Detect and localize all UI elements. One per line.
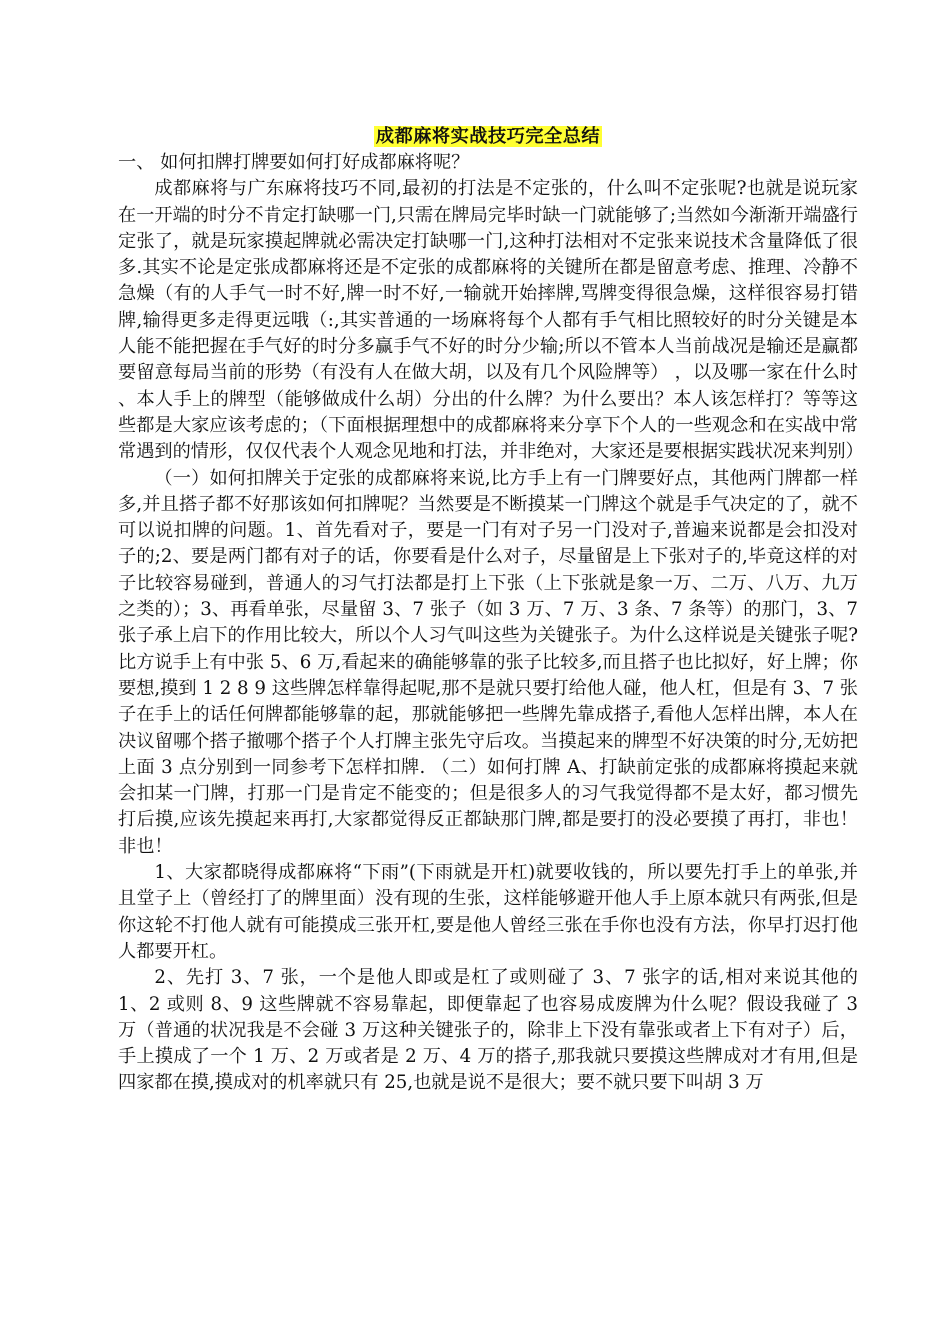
title-line: [118, 124, 858, 150]
paragraph-point-1: 1、大家都晓得成都麻将“下雨”(下雨就是开杠)就要收钱的，所以要先打手上的单张,并且堂子上（曾经打了的牌里面）没有现的生张，这样能够避开他人手上原本就只有两张,但是你这轮不打他人就有可能摸成三张开杠,要是他人曾经三张在手你也没有方法，你早打迟打他人都要开杠。: [118, 862, 858, 962]
document-title: 成都麻将实战技巧完全总结: [375, 126, 601, 147]
paragraph-point-2: 2、先打 3、7 张，一个是他人即或是杠了或则碰了 3、7 张字的话,相对来说其他的 1、2 或则 8、9 这些牌就不容易靠起，即便靠起了也容易成废牌为什么呢？假设我碰了 3 万（普通的状况我是不会碰 3 万这种关键张子的，除非上下没有靠张或者上下有对子）后，手上摸成了一个 1 万、2 万或者是 2 万、4 万的搭子,那我就只要摸这些牌成对才有用,但是四家都在摸,摸成对的机率就只有 25,也就是说不是很大；要不就只要下叫胡 3 万: [118, 967, 858, 1094]
paragraph-intro: 成都麻将与广东麻将技巧不同,最初的打法是不定张的，什么叫不定张呢?也就是说玩家在一开端的时分不肯定打缺哪一门,只需在牌局完毕时缺一门就能够了;当然如今渐渐开端盛行定张了，就是玩家摸起牌就必需决定打缺哪一门,这种打法相对不定张来说技术含量降低了很多.其实不论是定张成都麻将还是不定张的成都麻将的关键所在都是留意考虑、推理、冷静不急燥（有的人手气一时不好,牌一时不好,一输就开始摔牌,骂牌变得很急燥，这样很容易打错牌,输得更多走得更远哦（:,其实普通的一场麻将每个人都有手气相比照较好的时分关键是本人能不能把握在手气好的时分多赢手气不好的时分少输;所以不管本人当前战况是输还是赢都要留意每局当前的形势（有没有人在做大胡，以及有几个风险牌等） ，以及哪一家在什么时 、本人手上的牌型（能够做成什么胡）分出的什么牌？为什么要出？本人该怎样打？等等这些都是大家应该考虑的；（下面根据理想中的成都麻将来分享下个人的一些观念和在实战中常常遇到的情形，仅仅代表个人观念见地和打法，并非绝对，大家还是要根据实践状况来判别）: [118, 178, 864, 463]
section-heading: 一、 如何扣牌打牌要如何打好成都麻将呢？: [118, 152, 470, 173]
document-page: [118, 124, 864, 1097]
paragraph-kou-pai: （一）如何扣牌关于定张的成都麻将来说,比方手上有一门牌要好点，其他两门牌都一样多,并且搭子都不好那该如何扣牌呢？当然要是不断摸某一门牌这个就是手气决定的了，就不可以说扣牌的问题。1、首先看对子，要是一门有对子另一门没对子,普遍来说都是会扣没对子的;2、要是两门都有对子的话，你要看是什么对子，尽量留是上下张对子的,毕竟这样的对子比较容易碰到，普通人的习气打法都是打上下张（上下张就是象一万、二万、八万、九万之类的）；3、再看单张，尽量留 3、7 张子（如 3 万、7 万、3 条、7 条等）的那门，3、7 张子承上启下的作用比较大，所以个人习气叫这些为关键张子。为什么这样说是关键张子呢?比方说手上有中张 5、6 万,看起来的确能够靠的张子比较多,而且搭子也比拟好，好上牌；你要想,摸到 1 2 8 9 这些牌怎样靠得起呢,那不是就只要打给他人碰，他人杠，但是有 3、7 张子在手上的话任何牌都能够靠的起，那就能够把一些牌先靠成搭子,看他人怎样出牌，本人在决议留哪个搭子撤哪个搭子个人打牌主张先守后攻。当摸起来的牌型不好决策的时分,无妨把上面 3 点分别到一同参考下怎样扣牌. （二）如何打牌 A、打缺前定张的成都麻将摸起来就会扣某一门牌，打那一门是肯定不能变的；但是很多人的习气我觉得都不是太好，都习惯先打后摸,应该先摸起来再打,大家都觉得反正都缺那门牌,都是要打的没必要摸了再打，非也！非也！: [118, 467, 858, 857]
